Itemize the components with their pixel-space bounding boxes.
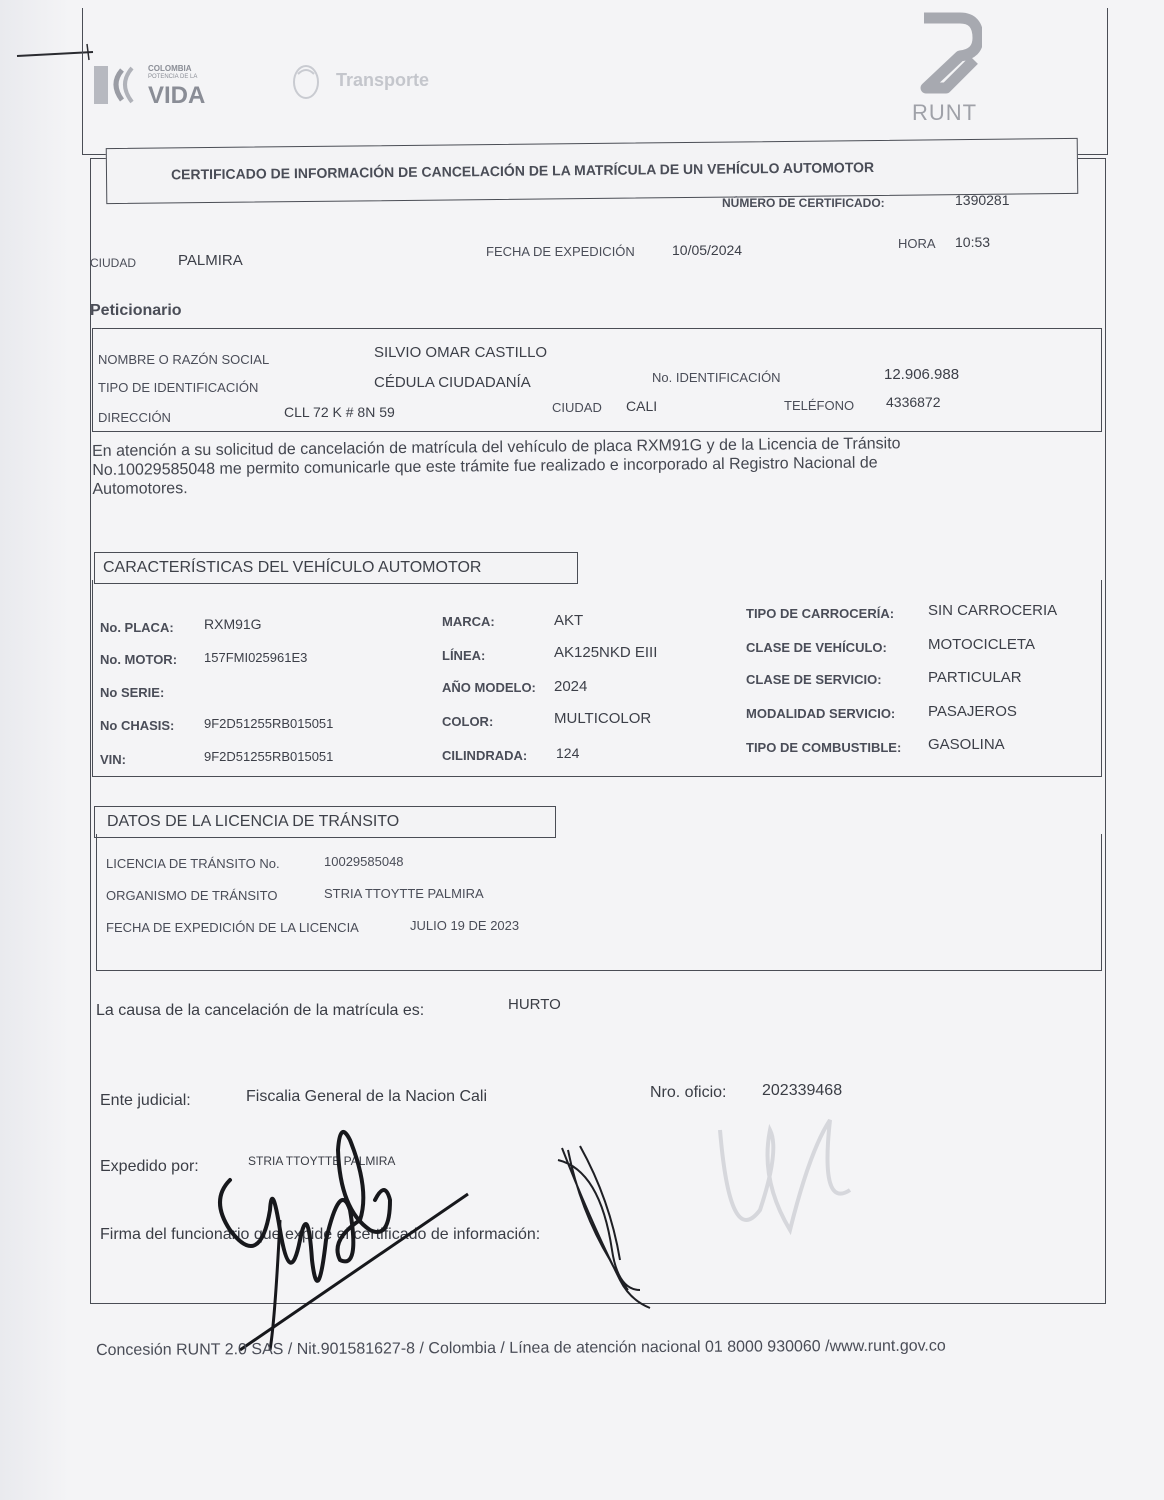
modality-value: PASAJEROS	[928, 703, 1017, 720]
handwritten-signature	[200, 1120, 490, 1360]
license-date-value: JULIO 19 DE 2023	[410, 918, 520, 933]
vehicle-heading: CARACTERÍSTICAS DEL VEHÍCULO AUTOMOTOR	[103, 559, 482, 576]
petitioner-heading: Peticionario	[90, 302, 182, 319]
modality-label: MODALIDAD SERVICIO:	[746, 706, 896, 721]
logo-waves-icon	[92, 62, 140, 106]
office-value: 202339468	[762, 1082, 843, 1099]
fuel-label: TIPO DE COMBUSTIBLE:	[746, 740, 902, 755]
address-value: CLL 72 K # 8N 59	[284, 404, 395, 420]
scanned-document: COLOMBIA POTENCIA DE LA VIDA Transporte RUNT CERTIFICADO DE INFORMACIÓN DE CANCELACIÓN DE LA MATRÍCULA DE UN VEHÍCULO AUTOMOTOR NÚMERO DE CERTIFICADO: 1390281 CIUDAD PALMIRA FECHA DE EXPEDICIÓN 10/05/2024 HORA 10:53 Peticionario NOMBRE O RAZÓN SOCIAL SILVIO OMAR CASTILLO TIPO DE IDENTIFICACIÓN CÉDULA CIUDADANÍA No. IDENTIFICACIÓN 12.906.988 DIRECCIÓN CLL 72 K # 8N 59 CIUDAD CALI TELÉFONO 4336872 En atención a su solicitud de cancelación de matrícula del vehículo de placa RXM91G y de la Licencia de Tránsito No.10029585048 me permito comunicarle que este trámite fue realizado e incorporado al Registro Nacional de Automotores. CARACTERÍSTICAS DEL VEHÍCULO AUTOMOTOR No. PLACA: RXM91G No. MOTOR: 157FMI025961E3 No SERIE: No CHASIS: 9F2D51255RB015051 VIN: 9F2D51255RB015051 MARCA: AKT LÍNEA: AK125NKD EIII AÑO MODELO: 2024 COLOR: MULTICOLOR CILINDRADA: 124 TIPO DE CARROCERÍA: SIN CARROCERIA CLASE DE VEHÍCULO: MOTOCICLETA CLASE DE SERVICIO: PARTICULAR MODALIDAD SERVICIO: PASAJEROS TIPO DE COMBUSTIBLE: GASOLINA DATOS DE LA LICENCIA DE TRÁNSITO LICENCIA DE TRÁNSITO No. 10029585048 ORGANISMO DE TRÁNSITO STRIA TTOYTTE PALMIRA FECHA DE EXPEDICIÓN DE LA LICENCIA JULIO 19 DE 2023 La causa de la cancelación de la matrícula es: HURTO Ente judicial: Fiscalia General de la Nacion Cali Nro. oficio: 202339468 Expedido por: STRIA TTOYTTE PALMIRA Firma del funcionario que expide el certificado de información: Concesión RUNT 2.0 SAS / Nit.901581627-8 / Colombia / Línea de atención nacional 01 8000 930060 /www.runt.gov.co	[0, 0, 1164, 1500]
body-type-label: TIPO DE CARROCERÍA:	[746, 606, 895, 621]
judicial-label: Ente judicial:	[100, 1092, 191, 1109]
color-value: MULTICOLOR	[554, 710, 652, 727]
id-number: 12.906.988	[884, 366, 960, 383]
time-value: 10:53	[955, 234, 991, 250]
footer-text: Concesión RUNT 2.0 SAS / Nit.901581627-8 / Colombia / Línea de atención nacional 01 8000 930060 /www.runt.gov.co	[96, 1337, 946, 1359]
agency-label: ORGANISMO DE TRÁNSITO	[106, 888, 278, 903]
intro-paragraph	[92, 434, 901, 499]
runt-logo-text: RUNT	[912, 100, 978, 125]
issued-by-label: Expedido por:	[100, 1158, 199, 1175]
motor-label: No. MOTOR:	[100, 652, 178, 667]
service-class-value: PARTICULAR	[928, 669, 1022, 686]
certificate-number: 1390281	[955, 192, 1010, 208]
petitioner-city-label: CIUDAD	[552, 400, 602, 415]
year-value: 2024	[554, 678, 588, 695]
signature-label: Firma del funcionario que expide el certificado de información:	[100, 1226, 541, 1243]
certificate-title: CERTIFICADO DE INFORMACIÓN DE CANCELACIÓN DE LA MATRÍCULA DE UN VEHÍCULO AUTOMOTOR	[170, 159, 875, 183]
agency-value: STRIA TTOYTTE PALMIRA	[324, 886, 484, 901]
phone-value: 4336872	[886, 394, 941, 410]
intro-line-3: Automotores.	[92, 480, 188, 498]
intro-line-1: En atención a su solicitud de cancelación de matrícula del vehículo de placa RXM91G y de la Licencia de Tránsito	[92, 435, 901, 460]
city-label: CIUDAD	[90, 256, 137, 270]
vehicle-class-value: MOTOCICLETA	[928, 636, 1035, 653]
coat-of-arms-icon	[286, 62, 326, 102]
line-value: AK125NKD EIII	[554, 644, 658, 661]
license-number-value: 10029585048	[324, 854, 404, 869]
city-value: PALMIRA	[178, 252, 243, 269]
service-class-label: CLASE DE SERVICIO:	[746, 672, 882, 687]
brand-value: AKT	[554, 612, 584, 629]
title-box	[106, 138, 1079, 204]
address-label: DIRECCIÓN	[98, 410, 171, 425]
petitioner-name: SILVIO OMAR CASTILLO	[374, 344, 548, 361]
cc-value: 124	[556, 745, 580, 761]
issue-date-value: 10/05/2024	[672, 242, 743, 258]
year-label: AÑO MODELO:	[442, 680, 536, 695]
id-type-label: TIPO DE IDENTIFICACIÓN	[98, 380, 259, 395]
cause-value: HURTO	[508, 996, 561, 1013]
intro-line-2: No.10029585048 me permito comunicarle que este trámite fue realizado e incorporado al Registro Nacional de	[92, 454, 878, 479]
vin-value: 9F2D51255RB015051	[204, 749, 334, 764]
vehicle-class-label: CLASE DE VEHÍCULO:	[746, 640, 887, 655]
serie-label: No SERIE:	[100, 685, 165, 700]
plate-value: RXM91G	[204, 616, 262, 632]
time-label: HORA	[898, 236, 936, 251]
id-type: CÉDULA CIUDADANÍA	[374, 374, 531, 391]
brand-label: MARCA:	[442, 614, 495, 629]
petitioner-city: CALI	[626, 398, 658, 414]
plate-label: No. PLACA:	[100, 620, 174, 635]
ministry-logo-text: Transporte	[336, 70, 430, 90]
chasis-value: 9F2D51255RB015051	[204, 716, 334, 731]
phone-label: TELÉFONO	[784, 398, 855, 413]
runt-logo-icon	[912, 10, 982, 100]
license-heading: DATOS DE LA LICENCIA DE TRÁNSITO	[107, 813, 400, 830]
judicial-value: Fiscalia General de la Nacion Cali	[246, 1088, 487, 1105]
cause-label: La causa de la cancelación de la matrícula es:	[96, 1002, 425, 1019]
license-number-label: LICENCIA DE TRÁNSITO No.	[106, 856, 280, 871]
chasis-label: No CHASIS:	[100, 718, 175, 733]
body-type-value: SIN CARROCERIA	[928, 602, 1058, 619]
bleed-through-signature	[700, 1090, 860, 1270]
issue-date-label: FECHA DE EXPEDICIÓN	[486, 244, 635, 259]
second-signature	[550, 1140, 670, 1310]
petitioner-name-label: NOMBRE O RAZÓN SOCIAL	[98, 352, 270, 367]
license-date-label: FECHA DE EXPEDICIÓN DE LA LICENCIA	[106, 920, 359, 935]
office-label: Nro. oficio:	[650, 1084, 727, 1101]
certificate-number-label: NÚMERO DE CERTIFICADO:	[722, 196, 885, 210]
line-label: LÍNEA:	[442, 648, 486, 663]
issued-by-value: STRIA TTOYTTE PALMIRA	[248, 1154, 396, 1168]
id-number-label: No. IDENTIFICACIÓN	[652, 370, 781, 385]
motor-value: 157FMI025961E3	[204, 650, 308, 665]
cc-label: CILINDRADA:	[442, 748, 528, 763]
fuel-value: GASOLINA	[928, 736, 1005, 753]
vin-label: VIN:	[100, 752, 126, 767]
color-label: COLOR:	[442, 714, 494, 729]
